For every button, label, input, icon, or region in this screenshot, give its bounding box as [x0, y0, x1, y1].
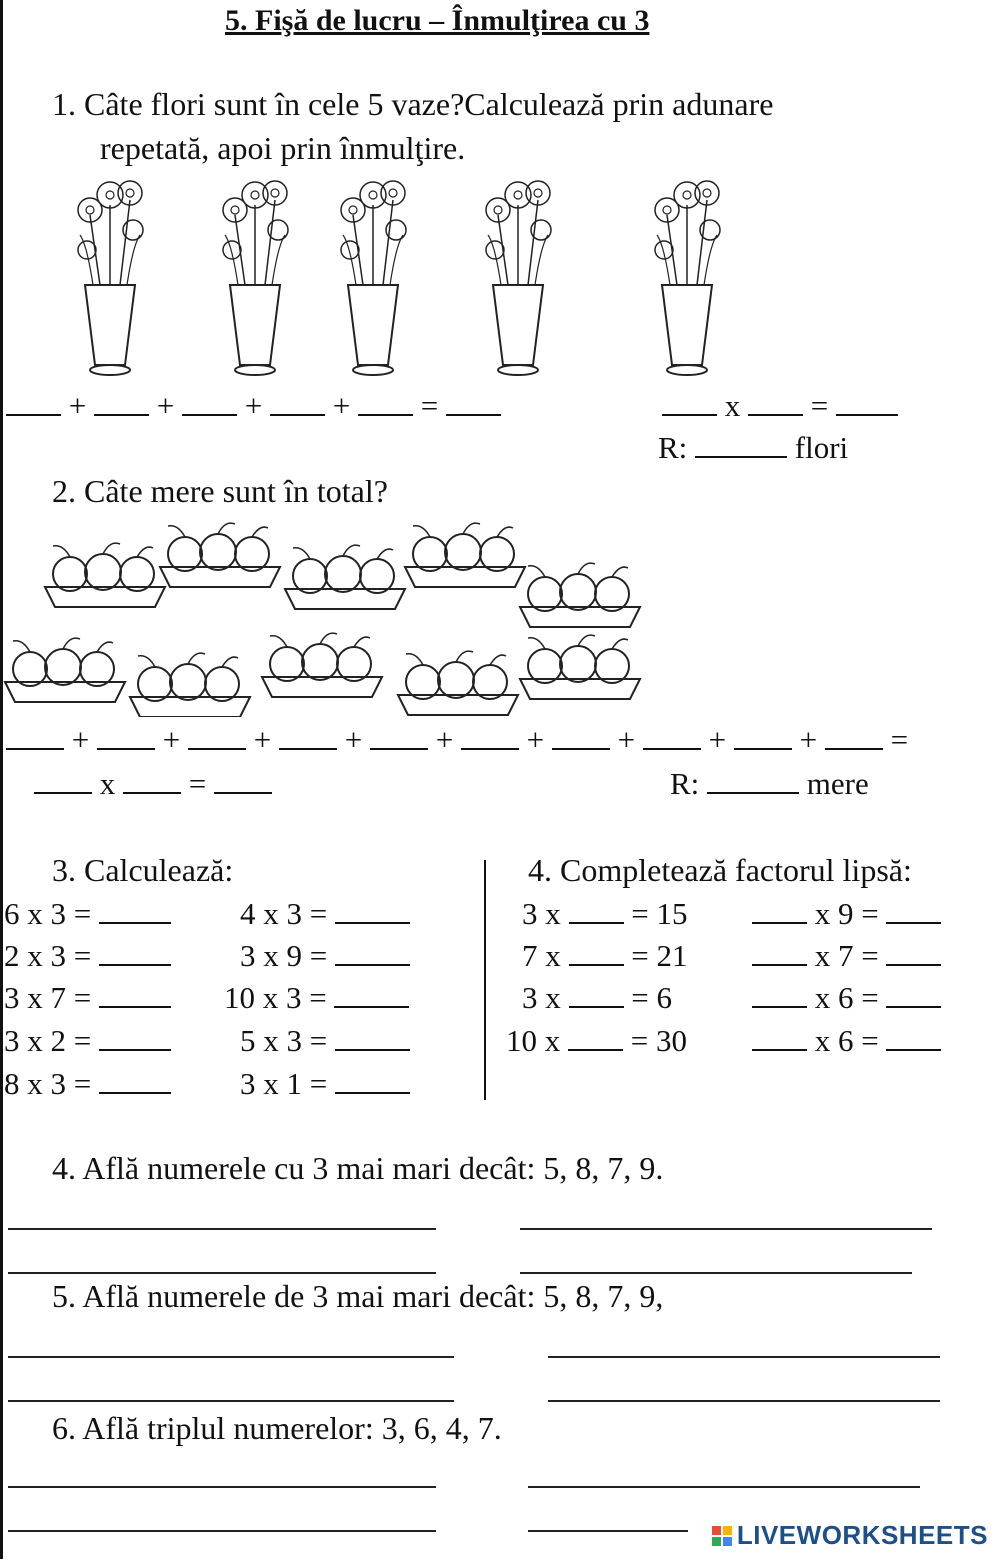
- ex2-mul-factor-1[interactable]: [34, 768, 92, 794]
- ex2-mul-product[interactable]: [214, 768, 272, 794]
- ex1-instruction-line1: 1. Câte flori sunt în cele 5 vaze?Calculează prin adunare: [52, 86, 774, 122]
- ex3-col2-row-3: 10 x 3 =: [224, 980, 409, 1016]
- ex5-answer-line-1[interactable]: [8, 1356, 454, 1358]
- ex2-addition-row: + + + + + + + + + =: [6, 722, 908, 758]
- ex4a-left-row-2: 7 x = 21: [522, 938, 688, 973]
- ex4b-answer-line-4[interactable]: [520, 1272, 912, 1274]
- ex4a-factor-blank[interactable]: [752, 898, 807, 924]
- ex3-col2-row-5: 3 x 1 =: [240, 1066, 410, 1102]
- ex3-instruction: 3. Calculează:: [52, 852, 234, 888]
- ex4a-factor-blank[interactable]: [569, 982, 624, 1008]
- ex3-answer-blank[interactable]: [99, 898, 171, 924]
- ex3-col1-row-5: 8 x 3 =: [4, 1066, 171, 1102]
- ex3-answer-blank[interactable]: [99, 940, 171, 966]
- ex1-add-blank-2[interactable]: [94, 390, 149, 416]
- liveworksheets-logo-text: LIVEWORKSHEETS: [736, 1520, 988, 1550]
- ex4a-result-blank[interactable]: [886, 982, 941, 1008]
- ex4a-instruction: 4. Completează factorul lipsă:: [528, 852, 912, 888]
- ex1-addition-row: + + + + =: [6, 388, 501, 424]
- ex4a-left-row-1: 3 x = 15: [522, 896, 688, 931]
- ex3-answer-blank[interactable]: [99, 1068, 171, 1094]
- vase-3: [341, 181, 406, 375]
- ex4a-factor-blank[interactable]: [752, 982, 807, 1008]
- ex5-instruction: 5. Află numerele de 3 mai mari decât: 5, 8, 7, 9,: [52, 1278, 664, 1314]
- ex4b-answer-line-3[interactable]: [8, 1272, 436, 1274]
- ex6-answer-line-1[interactable]: [8, 1486, 436, 1488]
- ex1-add-blank-3[interactable]: [182, 390, 237, 416]
- ex2-add-blank-5[interactable]: [370, 724, 428, 750]
- ex3-col1-row-2: 2 x 3 =: [4, 938, 171, 974]
- ex1-mul-factor-2[interactable]: [748, 390, 803, 416]
- apple-baskets-illustration: [0, 512, 650, 717]
- vase-1: [78, 181, 143, 375]
- ex4a-left-row-3: 3 x = 6: [522, 980, 672, 1015]
- ex4a-factor-blank[interactable]: [569, 940, 624, 966]
- left-margin-rule: [0, 0, 3, 1559]
- ex1-mul-product[interactable]: [836, 390, 898, 416]
- ex4a-right-row-4: x 6 =: [752, 1023, 941, 1059]
- ex4a-right-row-1: x 9 =: [752, 896, 941, 932]
- ex4a-result-blank[interactable]: [886, 898, 941, 924]
- ex3-col2-row-1: 4 x 3 =: [240, 896, 410, 932]
- ex1-add-blank-1[interactable]: [6, 390, 61, 416]
- ex4a-result-blank[interactable]: [886, 940, 941, 966]
- ex4a-left-row-4: 10 x = 30: [506, 1023, 687, 1058]
- ex4b-instruction: 4. Află numerele cu 3 mai mari decât: 5, 8, 7, 9.: [52, 1150, 664, 1186]
- ex3-col2-row-4: 5 x 3 =: [240, 1023, 410, 1059]
- ex3-col1-row-4: 3 x 2 =: [4, 1023, 171, 1059]
- ex3-answer-blank[interactable]: [335, 940, 410, 966]
- ex2-add-blank-1[interactable]: [6, 724, 64, 750]
- ex1-add-blank-4[interactable]: [270, 390, 325, 416]
- ex2-answer-blank[interactable]: [707, 768, 799, 794]
- ex2-add-blank-8[interactable]: [643, 724, 701, 750]
- ex4a-factor-blank[interactable]: [568, 1025, 623, 1051]
- ex6-instruction: 6. Află triplul numerelor: 3, 6, 4, 7.: [52, 1410, 502, 1446]
- ex3-answer-blank[interactable]: [99, 982, 171, 1008]
- ex3-answer-blank[interactable]: [335, 1025, 410, 1051]
- ex4a-factor-blank[interactable]: [752, 940, 807, 966]
- vase-4: [486, 181, 551, 375]
- column-divider: [484, 860, 486, 1100]
- liveworksheets-logo-icon: [711, 1525, 733, 1547]
- ex3-col1-row-3: 3 x 7 =: [4, 980, 171, 1016]
- ex1-instruction-line2: repetată, apoi prin înmulţire.: [100, 130, 466, 166]
- ex2-add-blank-7[interactable]: [552, 724, 610, 750]
- ex6-answer-line-2[interactable]: [528, 1486, 920, 1488]
- ex3-answer-blank[interactable]: [335, 1068, 410, 1094]
- ex5-answer-line-4[interactable]: [548, 1400, 940, 1402]
- ex1-multiplication-row: x =: [662, 388, 898, 424]
- ex4a-right-row-3: x 6 =: [752, 980, 941, 1016]
- ex2-add-blank-6[interactable]: [461, 724, 519, 750]
- ex2-add-blank-2[interactable]: [97, 724, 155, 750]
- ex5-answer-line-3[interactable]: [8, 1400, 454, 1402]
- ex3-answer-blank[interactable]: [99, 1025, 171, 1051]
- ex4b-answer-line-1[interactable]: [8, 1228, 436, 1230]
- ex2-add-blank-9[interactable]: [734, 724, 792, 750]
- ex2-multiplication-row: x =: [34, 766, 272, 802]
- vase-2: [223, 181, 288, 375]
- ex4a-factor-blank[interactable]: [569, 898, 624, 924]
- ex3-col2-row-2: 3 x 9 =: [240, 938, 410, 974]
- ex2-instruction: 2. Câte mere sunt în total?: [52, 473, 388, 509]
- flower-vases-illustration: [40, 165, 760, 385]
- ex1-mul-factor-1[interactable]: [662, 390, 717, 416]
- ex4b-answer-line-2[interactable]: [520, 1228, 932, 1230]
- vase-5: [655, 181, 720, 375]
- ex2-mul-factor-2[interactable]: [123, 768, 181, 794]
- ex6-answer-line-4[interactable]: [528, 1530, 688, 1532]
- ex1-answer-blank[interactable]: [695, 432, 787, 458]
- worksheet-title: 5. Fişă de lucru – Înmulţirea cu 3: [225, 4, 650, 37]
- ex3-col1-row-1: 6 x 3 =: [4, 896, 171, 932]
- ex1-answer: R: flori: [658, 430, 849, 465]
- ex1-add-total[interactable]: [446, 390, 501, 416]
- ex6-answer-line-3[interactable]: [8, 1530, 436, 1532]
- ex2-answer: R: mere: [670, 766, 869, 801]
- ex2-add-blank-3[interactable]: [188, 724, 246, 750]
- liveworksheets-logo: [711, 1520, 988, 1551]
- ex3-answer-blank[interactable]: [335, 898, 410, 924]
- ex1-add-blank-5[interactable]: [358, 390, 413, 416]
- ex4a-result-blank[interactable]: [886, 1025, 941, 1051]
- ex3-answer-blank[interactable]: [334, 982, 409, 1008]
- ex4a-right-row-2: x 7 =: [752, 938, 941, 974]
- ex2-add-blank-10[interactable]: [825, 724, 883, 750]
- ex5-answer-line-2[interactable]: [548, 1356, 940, 1358]
- ex4a-factor-blank[interactable]: [752, 1025, 807, 1051]
- ex2-add-blank-4[interactable]: [279, 724, 337, 750]
